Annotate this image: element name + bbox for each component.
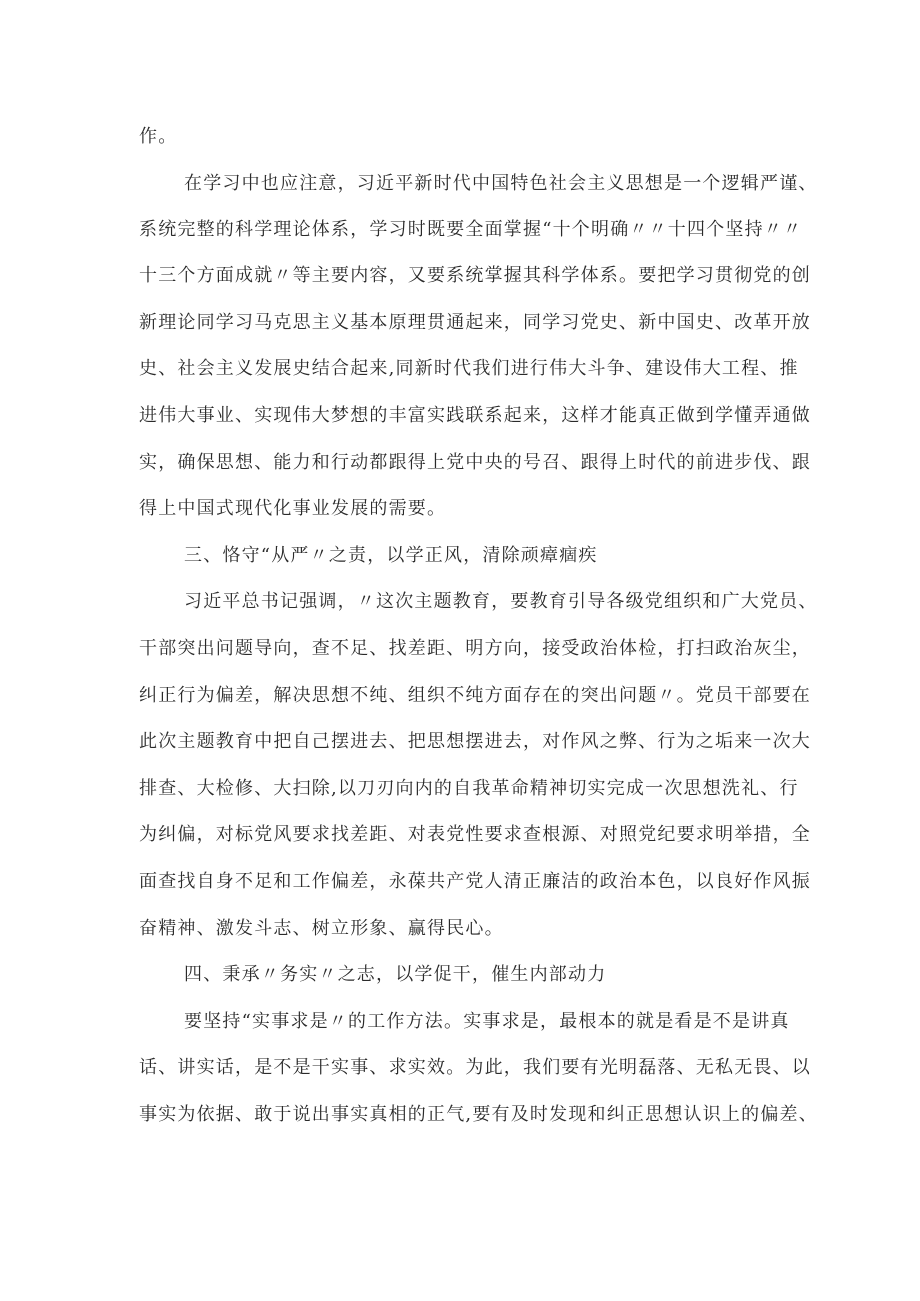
section-heading-3: 三、恪守“从严〃之责，以学正风，清除顽瘴痼疾: [184, 545, 598, 566]
text-line: 系统完整的科学理论体系，学习时既要全面掌握“十个明确〃〃十四个坚持〃〃: [139, 219, 803, 240]
text-line: 排查、大检修、大扫除,以刀刃向内的自我革命精神切实完成一次思想洗礼、行: [139, 778, 799, 799]
section-heading-4: 四、秉承〃务实〃之志，以学促干，催生内部动力: [184, 964, 607, 985]
text-line: 新理论同学习马克思主义基本原理贯通起来，同学习党史、新中国史、改革开放: [139, 312, 811, 333]
text-line: 干部突出问题导向，查不足、找差距、明方向，接受政治体检，打扫政治灰尘，: [139, 638, 811, 659]
text-line: 十三个方面成就〃等主要内容，又要系统掌握其科学体系。要把学习贯彻党的创: [139, 265, 811, 286]
text-line: 作。: [139, 126, 178, 147]
paragraph-first-line: 习近平总书记强调，〃这次主题教育，要教育引导各级党组织和广大党员、: [184, 591, 818, 612]
text-line: 得上中国式现代化事业发展的需要。: [139, 498, 447, 519]
text-line: 奋精神、激发斗志、树立形象、赢得民心。: [139, 918, 504, 939]
text-line: 事实为依据、敢于说出事实真相的正气,要有及时发现和纠正思想认识上的偏差、: [139, 1104, 818, 1125]
paragraph-first-line: 要坚持“实事求是〃的工作方法。实事求是，最根本的就是看是不是讲真: [184, 1011, 790, 1032]
text-line: 实，确保思想、能力和行动都跟得上党中央的号召、跟得上时代的前进步伐、跟: [139, 452, 811, 473]
text-line: 话、讲实话，是不是干实事、求实效。为此，我们要有光明磊落、无私无畏、以: [139, 1057, 811, 1078]
text-line: 面查找自身不足和工作偏差，永葆共产党人清正廉洁的政治本色，以良好作风振: [139, 871, 811, 892]
text-line: 进伟大事业、实现伟大梦想的丰富实践联系起来，这样才能真正做到学懂弄通做: [139, 405, 811, 426]
paragraph-first-line: 在学习中也应注意，习近平新时代中国特色社会主义思想是一个逻辑严谨、: [184, 173, 818, 194]
text-line: 此次主题教育中把自己摆进去、把思想摆进去，对作风之弊、行为之垢来一次大: [139, 731, 811, 752]
text-line: 史、社会主义发展史结合起来,同新时代我们进行伟大斗争、建设伟大工程、推: [139, 358, 799, 379]
text-line: 为纠偏，对标党风要求找差距、对表党性要求查根源、对照党纪要求明举措，全: [139, 824, 811, 845]
text-line: 纠正行为偏差，解决思想不纯、组织不纯方面存在的突出问题〃。党员干部要在: [139, 685, 811, 706]
